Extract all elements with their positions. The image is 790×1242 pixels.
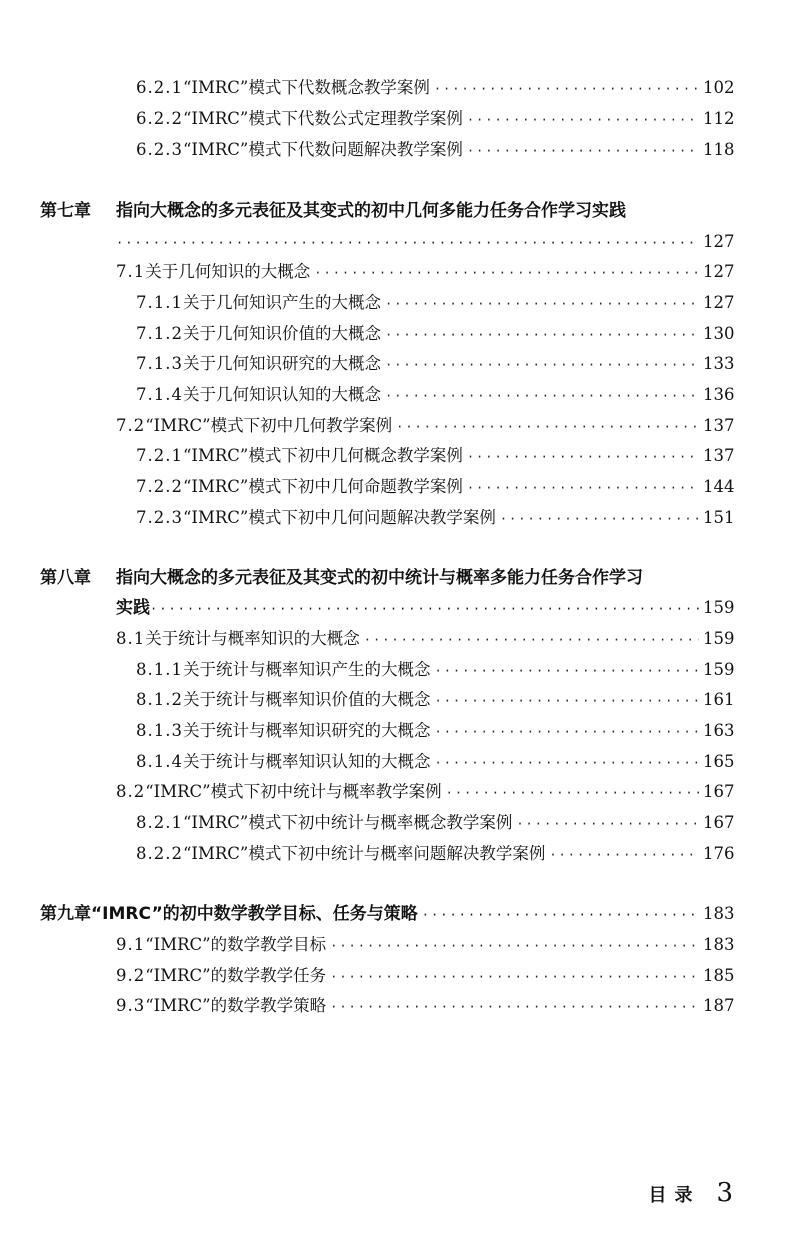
entry-title: 关于统计与概率知识的大概念 <box>145 629 360 648</box>
leader-dots <box>364 634 699 646</box>
entry-title: 关于几何知识的大概念 <box>145 262 311 281</box>
entry-number: 8.1.2 <box>136 690 183 709</box>
chapter-label: 第八章 <box>40 568 91 588</box>
entry-page: 118 <box>703 140 735 159</box>
entry-title: “IMRC”模式下初中统计与概率概念教学案例 <box>182 813 513 832</box>
entry-number: 6.2.3 <box>136 140 183 159</box>
leader-dots <box>434 757 699 769</box>
entry-number: 8.1.3 <box>136 721 183 740</box>
entry-title: 关于统计与概率知识产生的大概念 <box>182 660 431 679</box>
entry-title: “IMRC”模式下初中几何概念教学案例 <box>182 446 463 465</box>
leader-dots <box>116 237 699 249</box>
leader-dots <box>385 298 699 310</box>
entry-title: “IMRC”的数学教学任务 <box>145 966 327 985</box>
chapter-title-continued: 实践 <box>116 598 150 618</box>
entry-number: 8.2.2 <box>136 844 183 863</box>
page-footer <box>648 1178 733 1208</box>
toc-entry-8-1-4[interactable] <box>0 754 733 771</box>
entry-title: “IMRC”模式下代数公式定理教学案例 <box>182 109 463 128</box>
toc-entry-7-1-3[interactable] <box>0 356 733 373</box>
footer-page-number: 3 <box>716 1178 733 1208</box>
entry-title: 关于统计与概率知识研究的大概念 <box>182 721 431 740</box>
toc-entry-7-1-2[interactable] <box>0 326 733 343</box>
entry-page: 137 <box>703 416 735 435</box>
chapter-page: 159 <box>703 598 735 617</box>
leader-dots <box>385 390 699 402</box>
entry-page: 159 <box>703 660 735 679</box>
toc-entry-8-1-3[interactable] <box>0 723 733 740</box>
entry-number: 7.2.2 <box>136 477 183 496</box>
entry-title: “IMRC”的数学教学策略 <box>145 996 327 1015</box>
entry-title: “IMRC”模式下代数概念教学案例 <box>182 78 430 97</box>
footer-section-label: 目录 <box>648 1185 701 1206</box>
leader-dots <box>467 145 699 157</box>
entry-title: 关于几何知识价值的大概念 <box>182 324 381 343</box>
leader-dots <box>150 603 699 615</box>
entry-page: 151 <box>703 508 735 527</box>
entry-page: 167 <box>703 813 735 832</box>
toc-entry-8-1-1[interactable] <box>0 662 733 679</box>
toc-entry-9-1[interactable] <box>0 937 733 954</box>
chapter-8-page-line[interactable] <box>116 600 733 617</box>
leader-dots <box>549 849 699 861</box>
entry-page: 102 <box>703 78 735 97</box>
leader-dots <box>516 818 699 830</box>
leader-dots <box>330 1001 699 1013</box>
chapter-page: 127 <box>703 232 735 251</box>
entry-title: “IMRC”模式下初中统计与概率教学案例 <box>145 782 442 801</box>
entry-title: 关于几何知识产生的大概念 <box>182 293 381 312</box>
toc-entry-7-2-1[interactable] <box>0 448 733 465</box>
entry-number: 9.3 <box>116 996 146 1015</box>
chapter-page: 183 <box>703 904 735 923</box>
toc-entry-7-2-3[interactable] <box>0 510 733 527</box>
entry-number: 6.2.1 <box>136 78 183 97</box>
entry-page: 161 <box>703 690 735 709</box>
entry-number: 6.2.2 <box>136 109 183 128</box>
chapter-title: 指向大概念的多元表征及其变式的初中统计与概率多能力任务合作学习 <box>116 568 643 588</box>
entry-page: 137 <box>703 446 735 465</box>
entry-page: 136 <box>703 385 735 404</box>
leader-dots <box>434 726 699 738</box>
leader-dots <box>385 359 699 371</box>
entry-page: 165 <box>703 752 735 771</box>
entry-number: 9.1 <box>116 935 146 954</box>
entry-title: 关于几何知识研究的大概念 <box>182 354 381 373</box>
entry-number: 7.1.4 <box>136 385 183 404</box>
entry-title: 关于统计与概率知识认知的大概念 <box>182 752 431 771</box>
chapter-8-heading[interactable] <box>40 570 733 587</box>
entry-title: “IMRC”模式下初中几何教学案例 <box>145 416 393 435</box>
entry-number: 7.2.3 <box>136 508 183 527</box>
entry-number: 8.2.1 <box>136 813 183 832</box>
entry-title: 关于几何知识认知的大概念 <box>182 385 381 404</box>
toc-entry-9-2[interactable] <box>0 968 733 985</box>
leader-dots <box>467 451 699 463</box>
entry-page: 127 <box>703 293 735 312</box>
leader-dots <box>434 665 699 677</box>
chapter-9-heading[interactable] <box>40 906 733 923</box>
toc-entry-6-2-3[interactable] <box>0 142 733 159</box>
entry-page: 112 <box>703 109 735 128</box>
toc-entry-8-2[interactable] <box>0 784 733 801</box>
entry-title: “IMRC”模式下代数问题解决教学案例 <box>182 140 463 159</box>
leader-dots <box>385 329 699 341</box>
toc-entry-7-2-2[interactable] <box>0 479 733 496</box>
entry-page: 183 <box>703 935 735 954</box>
entry-number: 7.2 <box>116 416 146 435</box>
leader-dots <box>330 971 699 983</box>
entry-number: 7.1.3 <box>136 354 183 373</box>
chapter-label: 第七章 <box>40 201 91 221</box>
entry-title: “IMRC”模式下初中几何命题教学案例 <box>182 477 463 496</box>
toc-entry-8-2-1[interactable] <box>0 815 733 832</box>
entry-page: 167 <box>703 782 735 801</box>
toc-entry-9-3[interactable] <box>0 998 733 1015</box>
entry-number: 7.1 <box>116 262 146 281</box>
leader-dots <box>467 114 699 126</box>
toc-entry-8-1-2[interactable] <box>0 692 733 709</box>
entry-title: “IMRC”模式下初中几何问题解决教学案例 <box>182 508 496 527</box>
entry-number: 7.1.1 <box>136 293 183 312</box>
entry-number: 7.1.2 <box>136 324 183 343</box>
leader-dots <box>467 482 699 494</box>
entry-number: 8.2 <box>116 782 146 801</box>
toc-entry-7-1-4[interactable] <box>0 387 733 404</box>
toc-entry-6-2-1[interactable] <box>0 80 733 97</box>
toc-entry-7-1-1[interactable] <box>0 295 733 312</box>
chapter-7-page-line[interactable] <box>116 234 733 251</box>
toc-entry-8-1[interactable] <box>0 631 733 648</box>
entry-number: 9.2 <box>116 966 146 985</box>
toc-entry-8-2-2[interactable] <box>0 846 733 863</box>
chapter-label: 第九章 <box>40 904 91 924</box>
leader-dots <box>500 513 699 525</box>
entry-page: 127 <box>703 262 735 281</box>
entry-page: 163 <box>703 721 735 740</box>
entry-title: “IMRC”模式下初中统计与概率问题解决教学案例 <box>182 844 546 863</box>
entry-page: 185 <box>703 966 735 985</box>
toc-entry-7-1[interactable] <box>0 264 733 281</box>
leader-dots <box>434 695 699 707</box>
entry-number: 8.1.4 <box>136 752 183 771</box>
leader-dots <box>396 421 699 433</box>
leader-dots <box>446 787 699 799</box>
leader-dots <box>434 83 699 95</box>
toc-entry-6-2-2[interactable] <box>0 111 733 128</box>
entry-page: 144 <box>703 477 735 496</box>
entry-page: 159 <box>703 629 735 648</box>
leader-dots <box>330 940 699 952</box>
leader-dots <box>422 909 699 921</box>
entry-page: 187 <box>703 996 735 1015</box>
entry-title: “IMRC”的数学教学目标 <box>145 935 327 954</box>
entry-page: 133 <box>703 354 735 373</box>
chapter-title: “IMRC”的初中数学教学目标、任务与策略 <box>91 904 418 924</box>
entry-page: 130 <box>703 324 735 343</box>
entry-number: 8.1.1 <box>136 660 183 679</box>
entry-title: 关于统计与概率知识价值的大概念 <box>182 690 431 709</box>
chapter-7-heading[interactable] <box>40 203 733 220</box>
entry-number: 7.2.1 <box>136 446 183 465</box>
entry-number: 8.1 <box>116 629 146 648</box>
toc-entry-7-2[interactable] <box>0 418 733 435</box>
entry-page: 176 <box>703 844 735 863</box>
leader-dots <box>314 267 699 279</box>
chapter-title: 指向大概念的多元表征及其变式的初中几何多能力任务合作学习实践 <box>116 201 626 221</box>
